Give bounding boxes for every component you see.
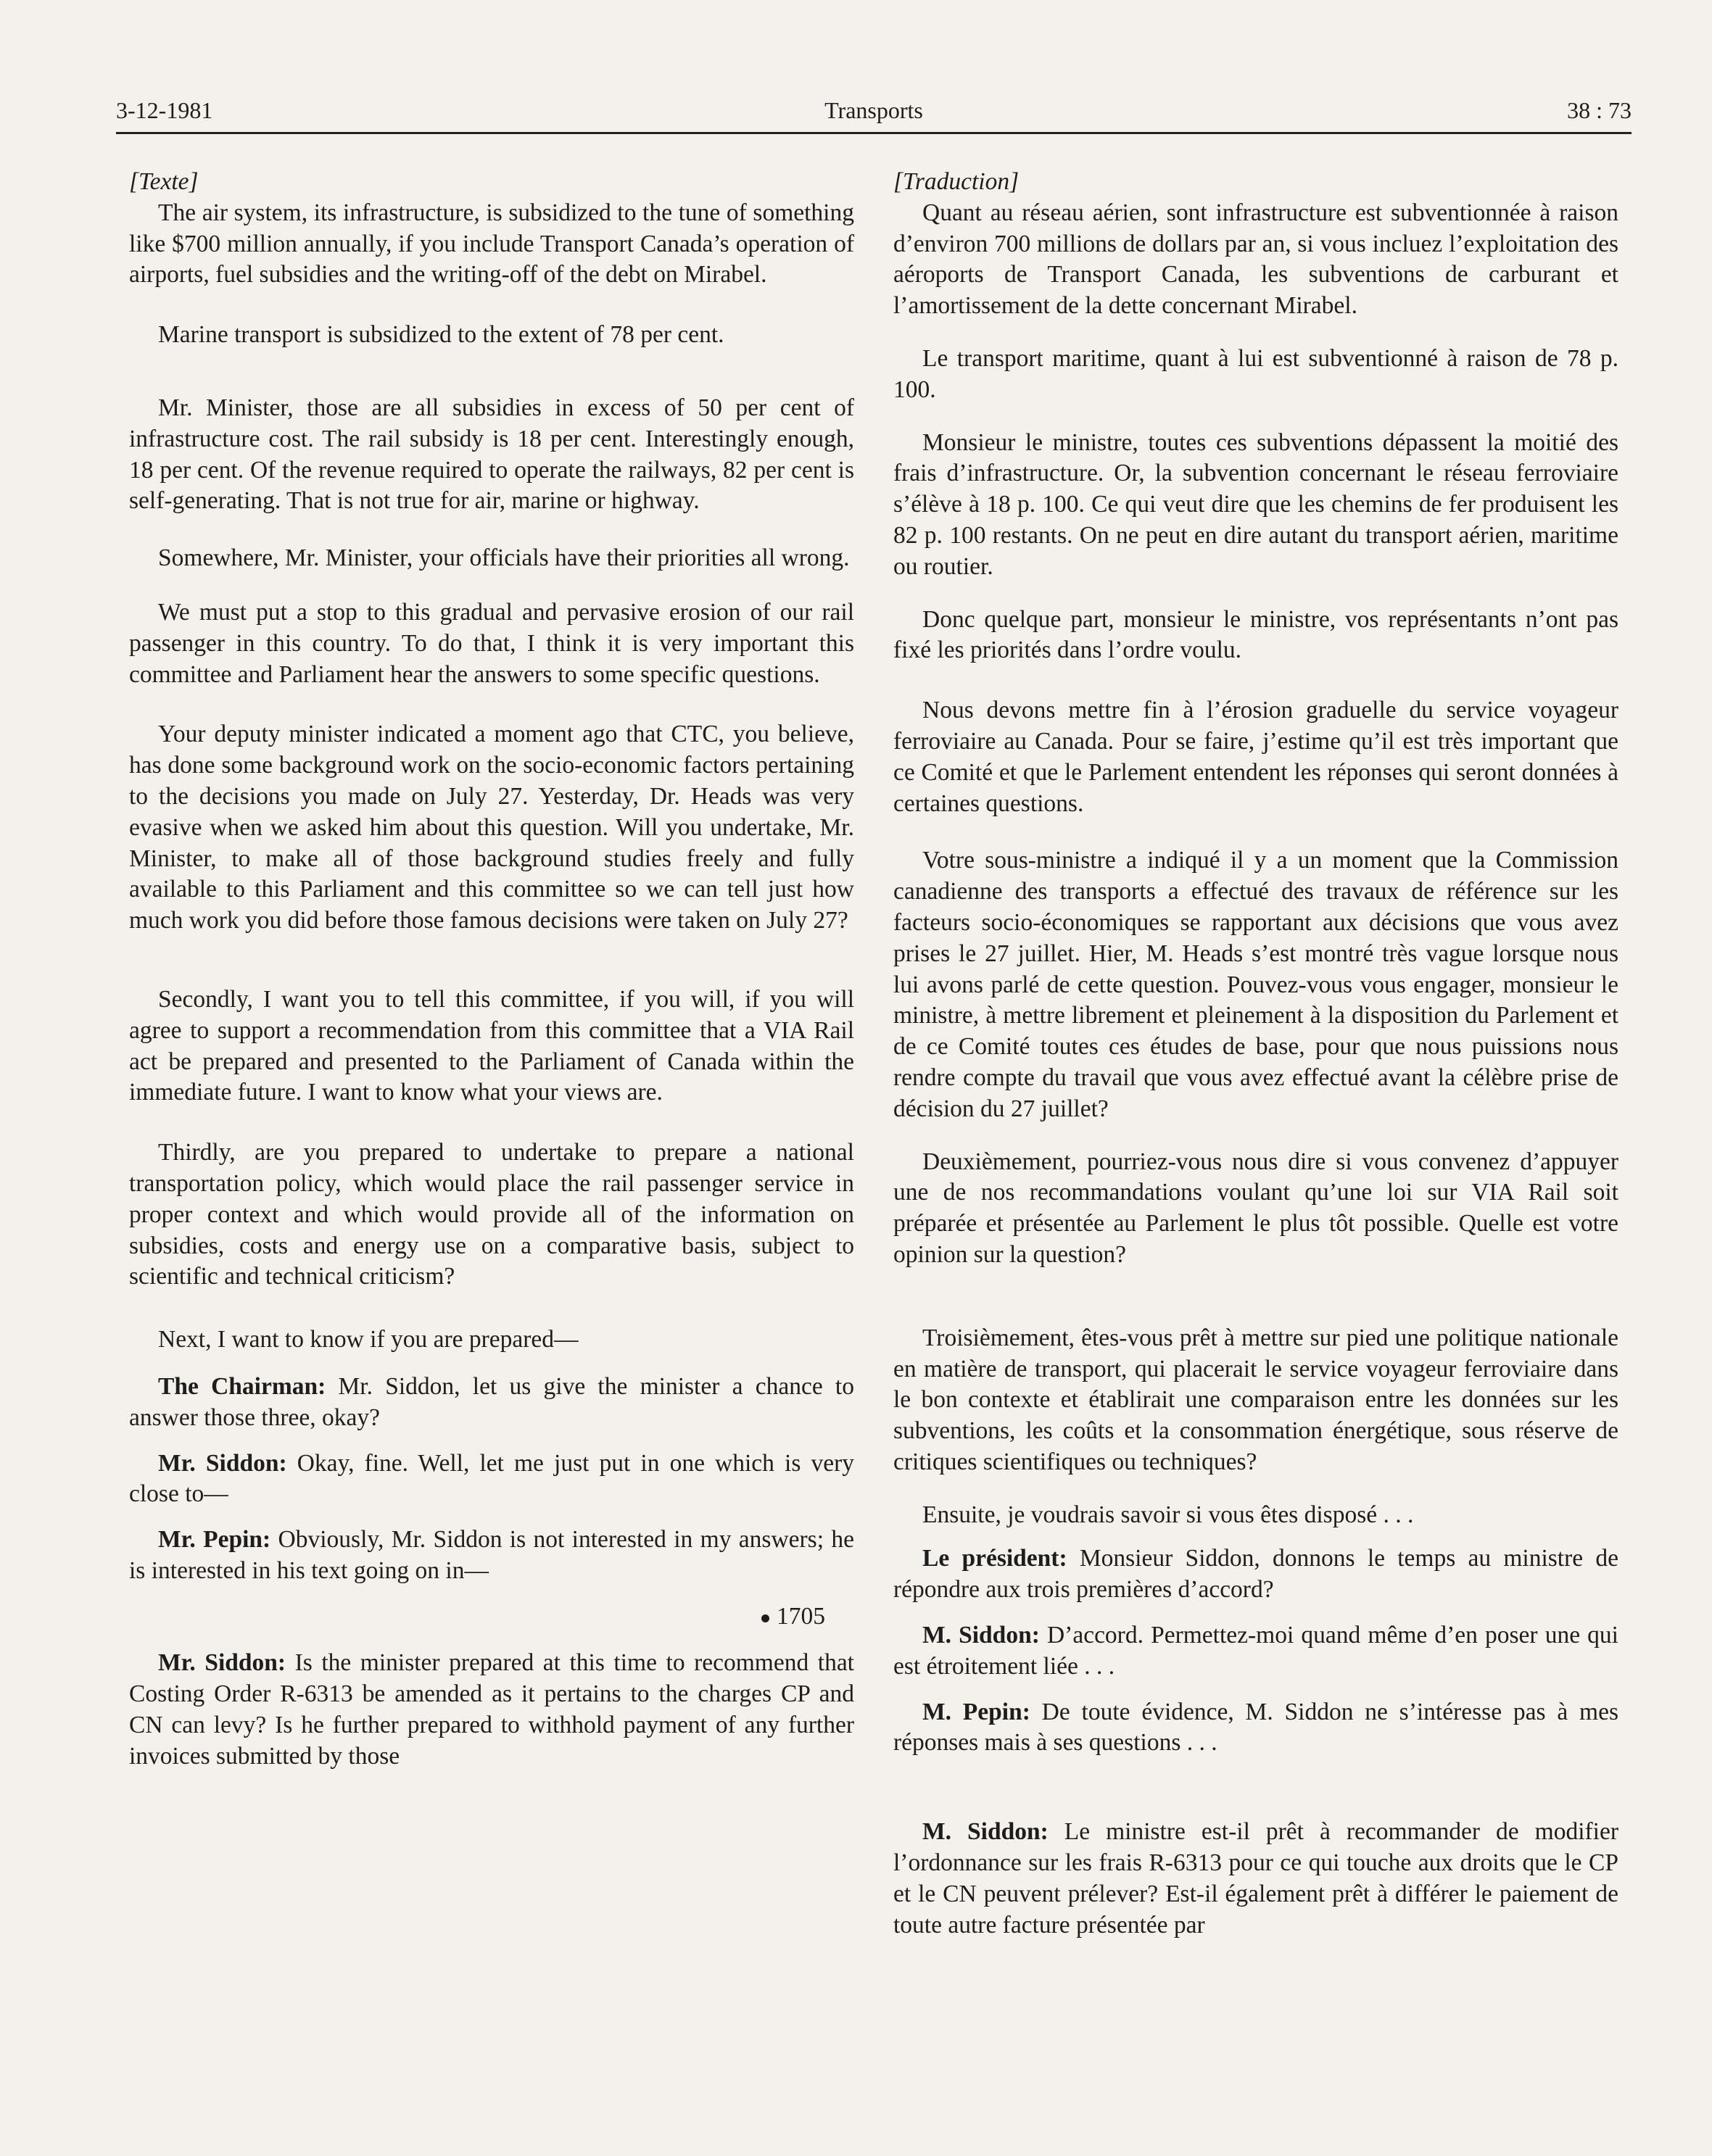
right-column-french [893, 167, 1618, 1964]
speaker-name: M. Siddon: [922, 1818, 1049, 1846]
timestamp-value: 1705 [777, 1602, 825, 1630]
bullet-icon [761, 1614, 769, 1622]
speech-siddon [129, 1648, 854, 1772]
paragraph: Ensuite, je voudrais savoir si vous êtes disposé . . . [922, 1501, 1414, 1528]
speaker-name: The Chairman: [158, 1372, 326, 1400]
paragraph: Secondly, I want you to tell this committee, if you will, if you will agree to support a recommendation from this committee that a VIA Rail act be prepared and presented to the Parliament of Canada within the immediate future. I want to know what your views are. [129, 985, 854, 1106]
speaker-name: Le président: [922, 1545, 1067, 1572]
paragraph: Troisièmement, êtes-vous prêt à mettre sur pied une politique nationale en matière de transport, qui placerait le service voyageur ferroviaire dans le bon contexte et établirait une comparaison entre les données sur les subventions, les coûts et la consommation énergétique, sous réserve de critiques scientifiques ou techniques? [893, 1324, 1618, 1475]
paragraph: Thirdly, are you prepared to undertake to prepare a national transportation policy, which would place the rail passenger service in proper context and which would provide all of the information on subsidies, costs and energy use on a comparative basis, subject to scientific and technical criticism? [129, 1139, 854, 1290]
speaker-name: Mr. Siddon: [158, 1449, 287, 1477]
speech-pepin [893, 1697, 1618, 1759]
speaker-name: Mr. Pepin: [158, 1526, 271, 1554]
header-date: 3-12-1981 [116, 97, 213, 123]
paragraph: Nous devons mettre fin à l’érosion graduelle du service voyageur ferroviaire au Canada. Pour se faire, j’estime qu’il est très important que ce Comité et que le Parlement entendent les réponses qui seront données à certaines questions. [893, 697, 1618, 817]
paragraph: Somewhere, Mr. Minister, your officials have their priorities all wrong. [158, 544, 850, 572]
speaker-name: Mr. Siddon: [158, 1649, 286, 1677]
paragraph: Next, I want to know if you are prepared— [158, 1326, 579, 1353]
paragraph: Votre sous-ministre a indiqué il y a un moment que la Commission canadienne des transports a effectué des travaux de référence sur les facteurs socio-économiques se rapportant aux décisions que vous avez prises le 27 juillet. Hier, M. Heads s’est montré très vague lorsque nous lui avons parlé de cette question. Pouvez-vous vous engager, monsieur le ministre, à mettre librement et pleinement à la disposition du Parlement et de ce Comité toutes ces études de base, pour que nous puissions nous rendre compte du travail que vous avez effectué avant la célèbre prise de décision du 27 juillet? [893, 847, 1618, 1122]
paragraph: Your deputy minister indicated a moment ago that CTC, you believe, has done some background work on the socio-economic factors pertaining to the decisions you made on July 27. Yesterday, Dr. Heads was very evasive when we asked him about this question. Will you undertake, Mr. Minister, to make all of those background studies freely and fully available to this Parliament and this committee so we can tell just how much work you did before those famous decisions were taken on July 27? [129, 721, 854, 934]
paragraph: Mr. Minister, those are all subsidies in excess of 50 per cent of infrastructure cost. The rail subsidy is 18 per cent. Interestingly enough, 18 per cent. Of the revenue required to operate the railways, 82 per cent is self-generating. That is not true for air, marine or highway. [129, 394, 854, 515]
speech-text: Okay, fine. Well, let me just put in one which is very close to— [129, 1449, 854, 1508]
speech-siddon [129, 1448, 854, 1511]
speech-pepin [129, 1525, 854, 1587]
speaker-name: M. Pepin: [922, 1698, 1030, 1725]
speech-text: Mr. Siddon, let us give the minister a chance to answer those three, okay? [129, 1372, 854, 1431]
speech-text: De toute évidence, M. Siddon ne s’intéresse pas à mes réponses mais à ses questions . . . [893, 1698, 1618, 1757]
paragraph: Donc quelque part, monsieur le ministre, vos représentants n’ont pas fixé les priorités dans l’ordre voulu. [893, 605, 1618, 664]
paragraph: Monsieur le ministre, toutes ces subventions dépassent la moitié des frais d’infrastructure. Or, la subvention concernant le réseau ferroviaire s’élève à 18 p. 100. Ce qui veut dire que les chemins de fer produisent les 82 p. 100 restants. On ne peut en dire autant du transport aérien, maritime ou routier. [893, 428, 1618, 580]
section-label-texte: [Texte] [129, 168, 199, 195]
document-page [116, 94, 1632, 1939]
page-header [116, 94, 1632, 134]
speech-text: Le ministre est-il prêt à recommander de modifier l’ordonnance sur les frais R-6313 pour ce qui touche aux droits que le CP et le CN peuvent prélever? Est-il également prêt à différer le paiement de toute autre facture présentée par [893, 1818, 1619, 1939]
paragraph: Le transport maritime, quant à lui est subventionné à raison de 78 p. 100. [893, 344, 1618, 403]
speech-chairman [129, 1372, 854, 1434]
speech-text: Monsieur Siddon, donnons le temps au ministre de répondre aux trois premières d’accord? [893, 1545, 1618, 1604]
paragraph: Quant au réseau aérien, sont infrastructure est subventionnée à raison d’environ 700 millions de dollars par an, si vous incluez l’exploitation des aéroports de Transport Canada, les subventions de carburant et l’amortissement de la dette concernant Mirabel. [893, 199, 1618, 320]
speech-text: Obviously, Mr. Siddon is not interested in my answers; he is interested in his text going on in— [129, 1526, 854, 1584]
paragraph: Deuxièmement, pourriez-vous nous dire si vous convenez d’appuyer une de nos recommandations voulant qu’une loi sur VIA Rail soit préparée et présentée au Parlement le plus tôt possible. Quelle est votre opinion sur la question? [893, 1148, 1618, 1268]
speech-siddon [893, 1817, 1618, 1941]
speech-president [893, 1543, 1618, 1606]
paragraph: Marine transport is subsidized to the extent of 78 per cent. [158, 321, 724, 349]
header-title: Transports [824, 97, 923, 123]
paragraph: We must put a stop to this gradual and pervasive erosion of our rail passenger in this country. To do that, I think it is very important this committee and Parliament hear the answers to some specific questions. [129, 598, 854, 688]
speech-siddon [893, 1620, 1618, 1683]
left-column-english [129, 167, 854, 1796]
speech-text: Is the minister prepared at this time to recommend that Costing Order R-6313 be amended as it pertains to the charges CP and CN can levy? Is he further prepared to withhold payment of any further invoices submitted by those [129, 1649, 854, 1770]
timestamp-marker [129, 1601, 854, 1633]
speaker-name: M. Siddon: [922, 1622, 1040, 1649]
header-page-number: 38 : 73 [1567, 97, 1632, 123]
speech-text: D’accord. Permettez-moi quand même d’en poser une qui est étroitement liée . . . [893, 1622, 1618, 1680]
paragraph: The air system, its infrastructure, is subsidized to the tune of something like $700 million annually, if you include Transport Canada’s operation of airports, fuel subsidies and the writing-off of the debt on Mirabel. [129, 199, 854, 289]
section-label-traduction: [Traduction] [893, 168, 1020, 195]
